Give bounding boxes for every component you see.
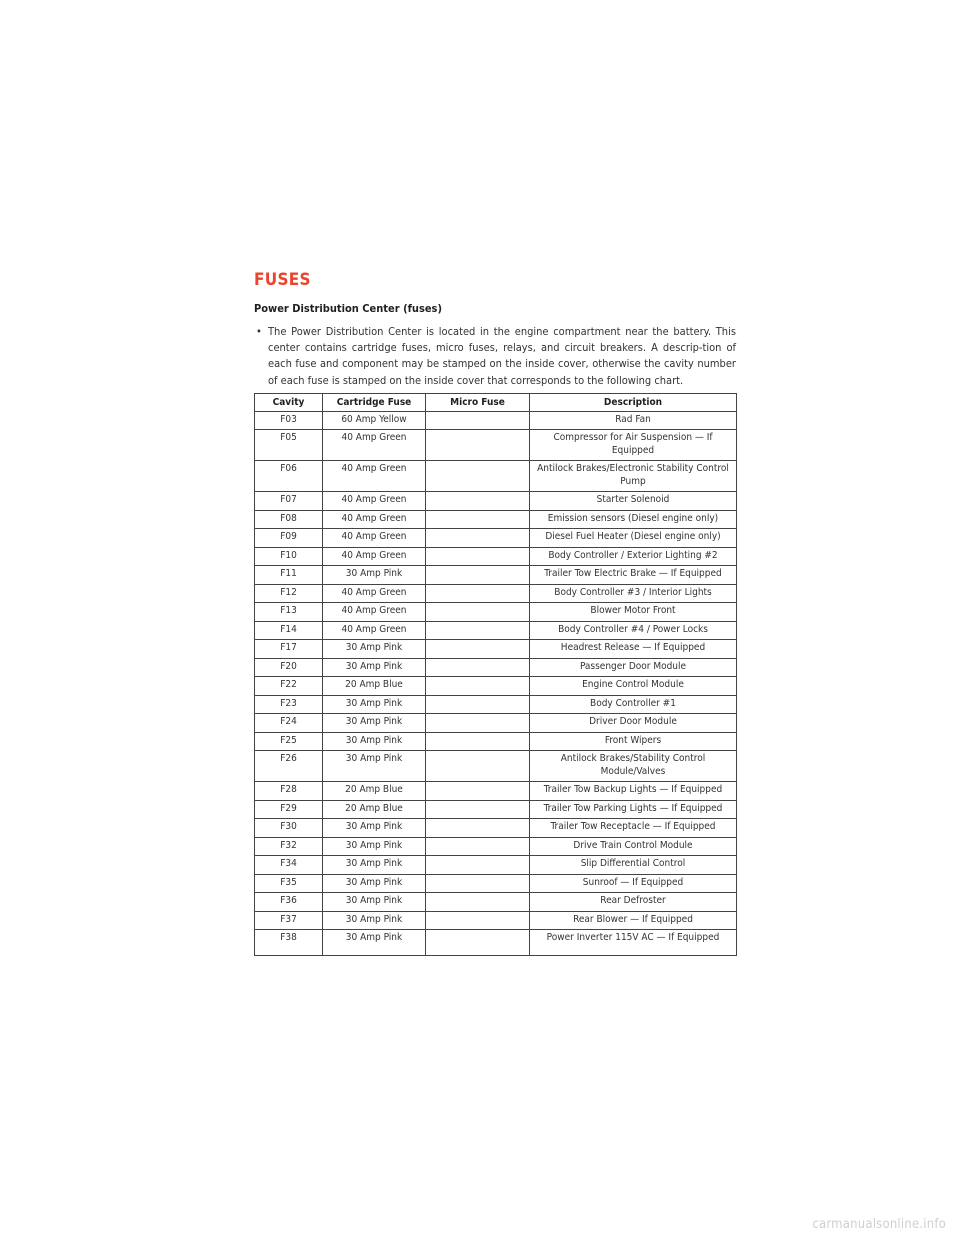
cell-cavity: F14	[255, 621, 323, 640]
cell-description: Power Inverter 115V AC — If Equipped	[530, 930, 737, 956]
cell-description: Antilock Brakes/Stability Control Module/Valves	[530, 751, 737, 782]
table-row	[255, 874, 737, 893]
cell-micro-fuse	[426, 547, 530, 566]
table-row	[255, 430, 737, 461]
cell-cartridge-fuse: 30 Amp Pink	[323, 732, 426, 751]
cell-cavity: F12	[255, 584, 323, 603]
cell-cartridge-fuse: 30 Amp Pink	[323, 874, 426, 893]
intro-text: The Power Distribution Center is located in the engine compartment near the battery. This center contains cartridge fuses, micro fuses, relays, and circuit breakers. A descrip-tion of each fuse and component may be stamped on the inside cover, otherwise the cavity number of each fuse is stamped on the inside cover that corresponds to the following chart.	[268, 325, 736, 387]
cell-cavity: F38	[255, 930, 323, 956]
cell-cartridge-fuse: 60 Amp Yellow	[323, 411, 426, 430]
cell-micro-fuse	[426, 461, 530, 492]
cell-description: Body Controller #4 / Power Locks	[530, 621, 737, 640]
cell-description: Slip Differential Control	[530, 856, 737, 875]
cell-micro-fuse	[426, 640, 530, 659]
table-row	[255, 911, 737, 930]
cell-cartridge-fuse: 40 Amp Green	[323, 584, 426, 603]
cell-micro-fuse	[426, 566, 530, 585]
watermark: carmanualsonline.info	[812, 1217, 946, 1232]
table-row	[255, 547, 737, 566]
cell-micro-fuse	[426, 714, 530, 733]
cell-cavity: F17	[255, 640, 323, 659]
fuse-table	[254, 393, 737, 957]
cell-micro-fuse	[426, 751, 530, 782]
section-title: FUSES	[254, 270, 311, 290]
cell-cartridge-fuse: 30 Amp Pink	[323, 819, 426, 838]
cell-description: Emission sensors (Diesel engine only)	[530, 510, 737, 529]
table-row	[255, 461, 737, 492]
cell-description: Rear Defroster	[530, 893, 737, 912]
subheading: Power Distribution Center (fuses)	[254, 302, 442, 315]
header-micro-fuse: Micro Fuse	[426, 393, 530, 411]
cell-micro-fuse	[426, 677, 530, 696]
cell-cartridge-fuse: 30 Amp Pink	[323, 856, 426, 875]
cell-description: Trailer Tow Backup Lights — If Equipped	[530, 782, 737, 801]
table-row	[255, 695, 737, 714]
cell-micro-fuse	[426, 492, 530, 511]
cell-cavity: F28	[255, 782, 323, 801]
fuses-page	[254, 270, 736, 956]
table-row	[255, 732, 737, 751]
cell-description: Engine Control Module	[530, 677, 737, 696]
cell-description: Diesel Fuel Heater (Diesel engine only)	[530, 529, 737, 548]
cell-micro-fuse	[426, 930, 530, 956]
cell-micro-fuse	[426, 411, 530, 430]
table-row	[255, 819, 737, 838]
cell-micro-fuse	[426, 893, 530, 912]
cell-description: Trailer Tow Electric Brake — If Equipped	[530, 566, 737, 585]
cell-cavity: F08	[255, 510, 323, 529]
cell-description: Drive Train Control Module	[530, 837, 737, 856]
cell-description: Antilock Brakes/Electronic Stability Control Pump	[530, 461, 737, 492]
cell-cavity: F22	[255, 677, 323, 696]
cell-description: Passenger Door Module	[530, 658, 737, 677]
cell-micro-fuse	[426, 782, 530, 801]
cell-cavity: F32	[255, 837, 323, 856]
cell-cartridge-fuse: 30 Amp Pink	[323, 695, 426, 714]
intro-paragraph	[254, 324, 736, 389]
table-row	[255, 782, 737, 801]
cell-cartridge-fuse: 30 Amp Pink	[323, 714, 426, 733]
cell-cartridge-fuse: 40 Amp Green	[323, 430, 426, 461]
cell-micro-fuse	[426, 695, 530, 714]
header-description: Description	[530, 393, 737, 411]
cell-cartridge-fuse: 30 Amp Pink	[323, 640, 426, 659]
cell-micro-fuse	[426, 529, 530, 548]
cell-description: Body Controller / Exterior Lighting #2	[530, 547, 737, 566]
cell-description: Blower Motor Front	[530, 603, 737, 622]
cell-micro-fuse	[426, 874, 530, 893]
cell-cavity: F06	[255, 461, 323, 492]
cell-description: Body Controller #1	[530, 695, 737, 714]
cell-cavity: F23	[255, 695, 323, 714]
cell-cavity: F26	[255, 751, 323, 782]
table-row	[255, 621, 737, 640]
table-body	[255, 411, 737, 956]
cell-micro-fuse	[426, 800, 530, 819]
cell-micro-fuse	[426, 658, 530, 677]
cell-description: Sunroof — If Equipped	[530, 874, 737, 893]
table-row	[255, 529, 737, 548]
cell-cartridge-fuse: 30 Amp Pink	[323, 837, 426, 856]
cell-cartridge-fuse: 30 Amp Pink	[323, 566, 426, 585]
cell-description: Rad Fan	[530, 411, 737, 430]
cell-cartridge-fuse: 40 Amp Green	[323, 492, 426, 511]
cell-cavity: F10	[255, 547, 323, 566]
header-cartridge-fuse: Cartridge Fuse	[323, 393, 426, 411]
cell-cartridge-fuse: 40 Amp Green	[323, 461, 426, 492]
cell-description: Compressor for Air Suspension — If Equipped	[530, 430, 737, 461]
cell-micro-fuse	[426, 430, 530, 461]
table-row	[255, 856, 737, 875]
table-row	[255, 930, 737, 956]
cell-cartridge-fuse: 40 Amp Green	[323, 510, 426, 529]
cell-cartridge-fuse: 20 Amp Blue	[323, 677, 426, 696]
cell-cartridge-fuse: 40 Amp Green	[323, 529, 426, 548]
cell-cavity: F05	[255, 430, 323, 461]
cell-cavity: F35	[255, 874, 323, 893]
table-row	[255, 837, 737, 856]
cell-description: Front Wipers	[530, 732, 737, 751]
cell-description: Driver Door Module	[530, 714, 737, 733]
cell-cartridge-fuse: 30 Amp Pink	[323, 658, 426, 677]
cell-cartridge-fuse: 40 Amp Green	[323, 547, 426, 566]
cell-cartridge-fuse: 30 Amp Pink	[323, 930, 426, 956]
cell-cartridge-fuse: 40 Amp Green	[323, 603, 426, 622]
cell-cavity: F09	[255, 529, 323, 548]
cell-cartridge-fuse: 20 Amp Blue	[323, 800, 426, 819]
cell-cavity: F29	[255, 800, 323, 819]
cell-micro-fuse	[426, 603, 530, 622]
table-row	[255, 677, 737, 696]
cell-cartridge-fuse: 30 Amp Pink	[323, 893, 426, 912]
table-row	[255, 714, 737, 733]
cell-cavity: F30	[255, 819, 323, 838]
cell-micro-fuse	[426, 621, 530, 640]
cell-micro-fuse	[426, 584, 530, 603]
cell-description: Starter Solenoid	[530, 492, 737, 511]
cell-cavity: F25	[255, 732, 323, 751]
table-row	[255, 492, 737, 511]
table-row	[255, 640, 737, 659]
cell-cavity: F07	[255, 492, 323, 511]
cell-micro-fuse	[426, 911, 530, 930]
cell-cartridge-fuse: 30 Amp Pink	[323, 911, 426, 930]
cell-cartridge-fuse: 40 Amp Green	[323, 621, 426, 640]
cell-description: Body Controller #3 / Interior Lights	[530, 584, 737, 603]
cell-micro-fuse	[426, 510, 530, 529]
cell-cavity: F34	[255, 856, 323, 875]
cell-micro-fuse	[426, 819, 530, 838]
cell-cavity: F20	[255, 658, 323, 677]
cell-description: Trailer Tow Receptacle — If Equipped	[530, 819, 737, 838]
table-header-row	[255, 393, 737, 411]
cell-description: Headrest Release — If Equipped	[530, 640, 737, 659]
table-row	[255, 603, 737, 622]
table-row	[255, 510, 737, 529]
cell-cartridge-fuse: 30 Amp Pink	[323, 751, 426, 782]
table-row	[255, 584, 737, 603]
cell-cavity: F03	[255, 411, 323, 430]
table-row	[255, 658, 737, 677]
table-row	[255, 751, 737, 782]
cell-description: Trailer Tow Parking Lights — If Equipped	[530, 800, 737, 819]
table-row	[255, 893, 737, 912]
bullet-mark: •	[256, 325, 262, 338]
cell-cavity: F36	[255, 893, 323, 912]
cell-micro-fuse	[426, 732, 530, 751]
cell-micro-fuse	[426, 856, 530, 875]
table-row	[255, 566, 737, 585]
cell-cavity: F37	[255, 911, 323, 930]
table-row	[255, 800, 737, 819]
cell-cartridge-fuse: 20 Amp Blue	[323, 782, 426, 801]
header-cavity: Cavity	[255, 393, 323, 411]
cell-cavity: F11	[255, 566, 323, 585]
cell-description: Rear Blower — If Equipped	[530, 911, 737, 930]
table-row	[255, 411, 737, 430]
cell-micro-fuse	[426, 837, 530, 856]
cell-cavity: F24	[255, 714, 323, 733]
cell-cavity: F13	[255, 603, 323, 622]
